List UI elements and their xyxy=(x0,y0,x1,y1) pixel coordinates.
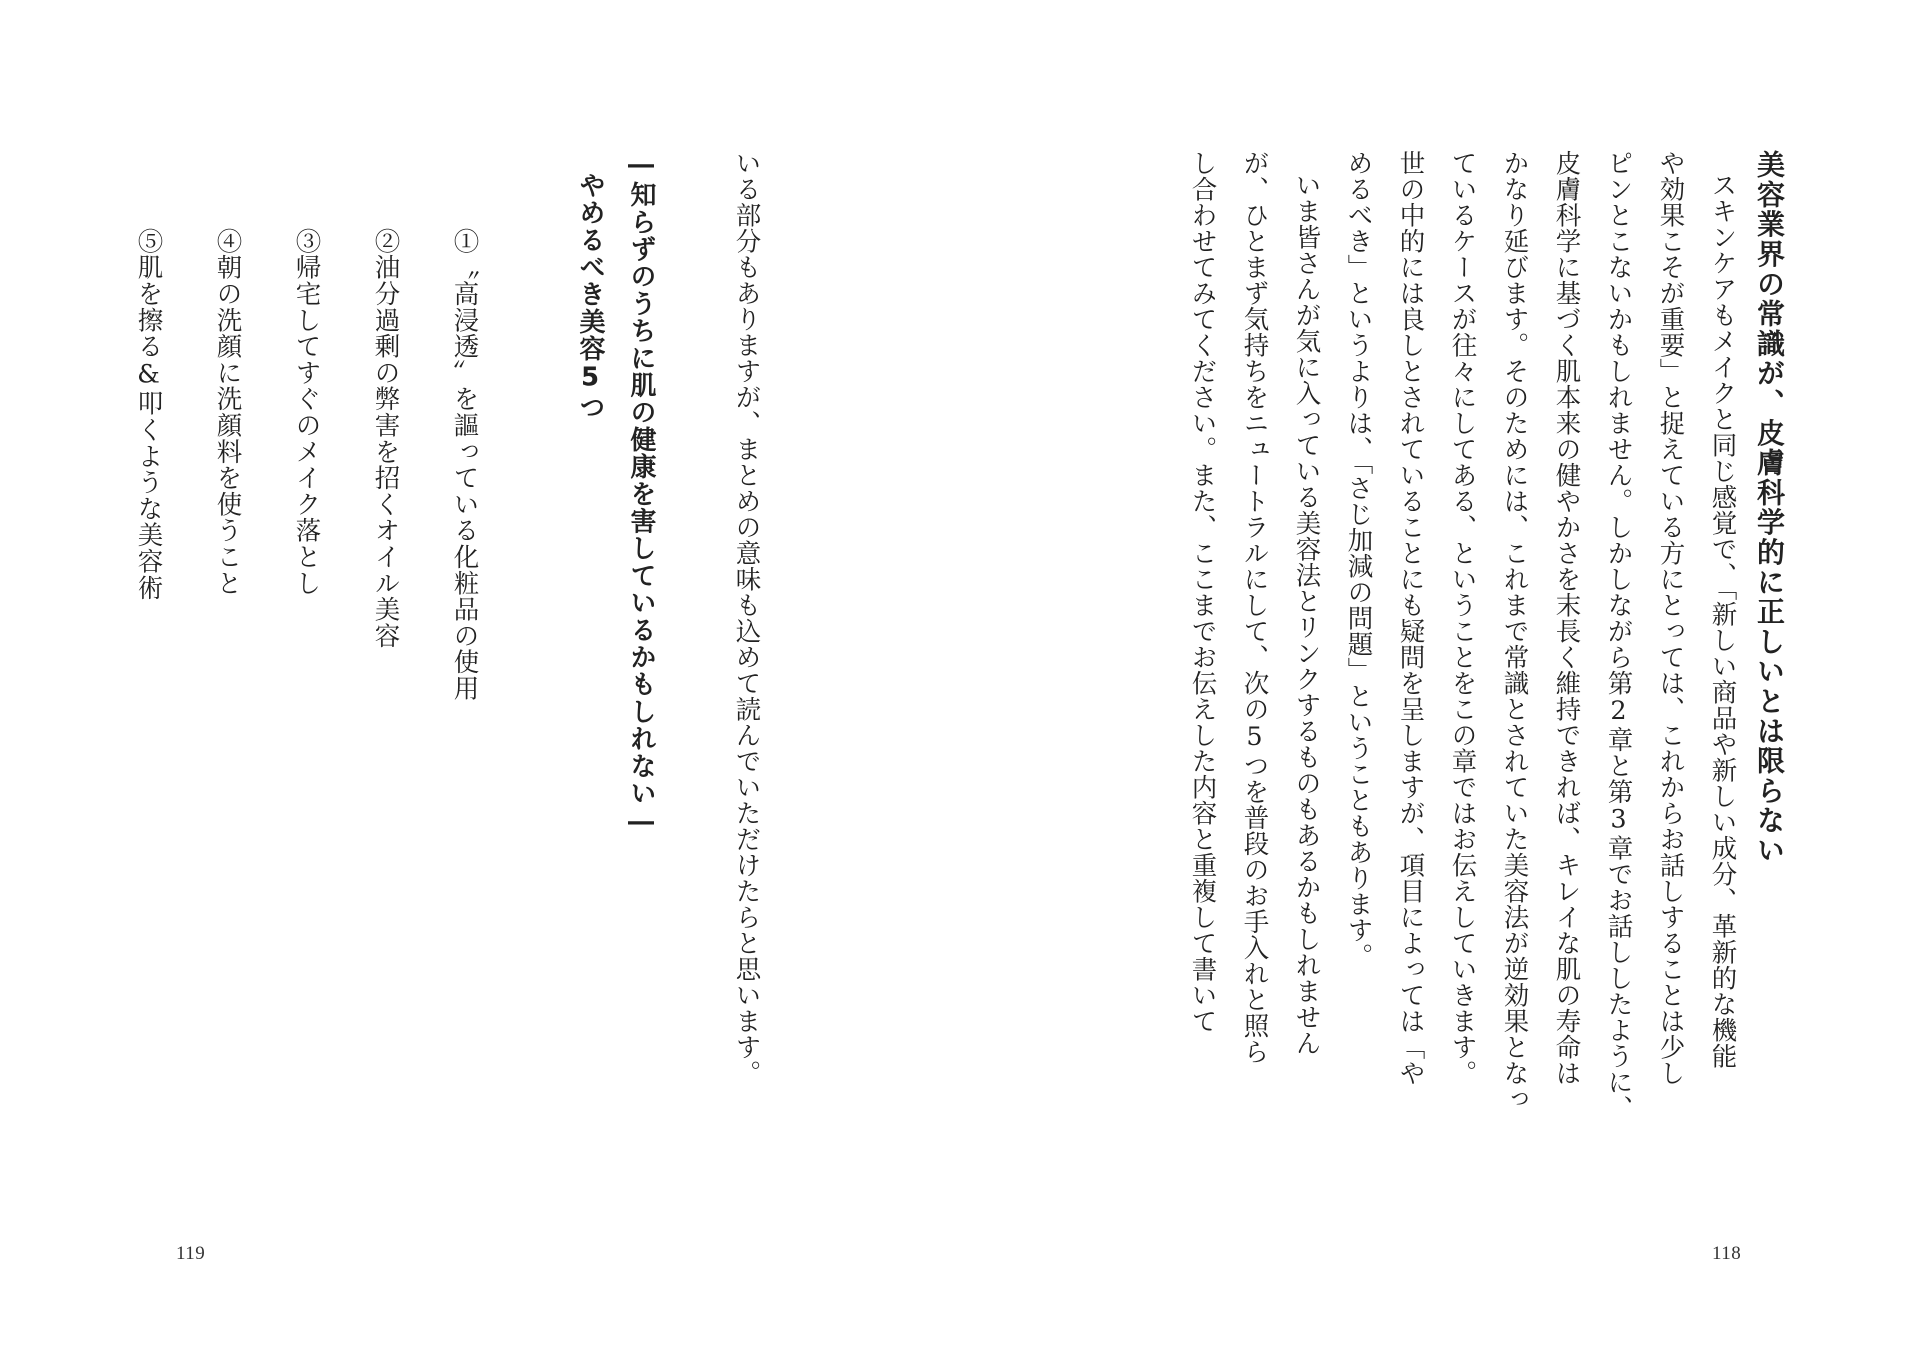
body-text-line: ているケースが往々にしてある、ということをこの章ではお伝えしていきます。 xyxy=(1447,150,1478,1086)
section-subheading-title: やめるべき美容5つ xyxy=(575,172,605,421)
page-number: 118 xyxy=(1712,1243,1742,1264)
body-text-line: ピンとこないかもしれません。しかしながら第2章と第3章でお話ししたように、 xyxy=(1603,150,1634,1121)
body-text-line: いる部分もありますが、まとめの意味も込めて読んでいただけたらと思います。 xyxy=(731,150,762,1086)
body-text-line: いま皆さんが気に入っている美容法とリンクするものもあるかもしれません xyxy=(1291,172,1322,1056)
page-number: 119 xyxy=(176,1243,206,1264)
list-item: ④朝の洗顔に洗顔料を使うこと xyxy=(212,228,243,597)
section-subheading: ―知らずのうちに肌の健康を害しているかもしれない― xyxy=(626,150,656,838)
body-text-line: 世の中的には良しとされていることにも疑問を呈しますが、項目によっては「や xyxy=(1395,150,1426,1086)
body-text-line: が、ひとまず気持ちをニュートラルにして、次の5つを普段のお手入れと照ら xyxy=(1239,150,1270,1065)
list-item: ①〝高浸透〟を謳っている化粧品の使用 xyxy=(449,228,480,702)
list-item: ②油分過剰の弊害を招くオイル美容 xyxy=(370,228,401,649)
body-text-line: や効果こそが重要」と捉えている方にとっては、これからお話しすることは少し xyxy=(1655,150,1686,1086)
right-page xyxy=(954,0,1909,1350)
section-heading: 美容業界の常識が、皮膚科学的に正しいとは限らない xyxy=(1753,150,1786,866)
list-item: ③帰宅してすぐのメイク落とし xyxy=(291,228,322,597)
body-text-line: めるべき」というよりは、「さじ加減の問題」ということもあります。 xyxy=(1343,150,1374,970)
list-item: ⑤肌を擦る&叩くような美容術 xyxy=(133,228,164,601)
body-text-line: し合わせてみてください。また、ここまでお伝えした内容と重複して書いて xyxy=(1187,150,1218,1034)
body-text-line: かなり延びます。そのためには、これまで常識とされていた美容法が逆効果となっ xyxy=(1499,150,1530,1112)
body-text-line: 皮膚科学に基づく肌本来の健やかさを末長く維持できれば、キレイな肌の寿命は xyxy=(1551,150,1582,1086)
left-page xyxy=(0,0,954,1350)
body-text-line: スキンケアもメイクと同じ感覚で、「新しい商品や新しい成分、革新的な機能 xyxy=(1707,172,1738,1070)
